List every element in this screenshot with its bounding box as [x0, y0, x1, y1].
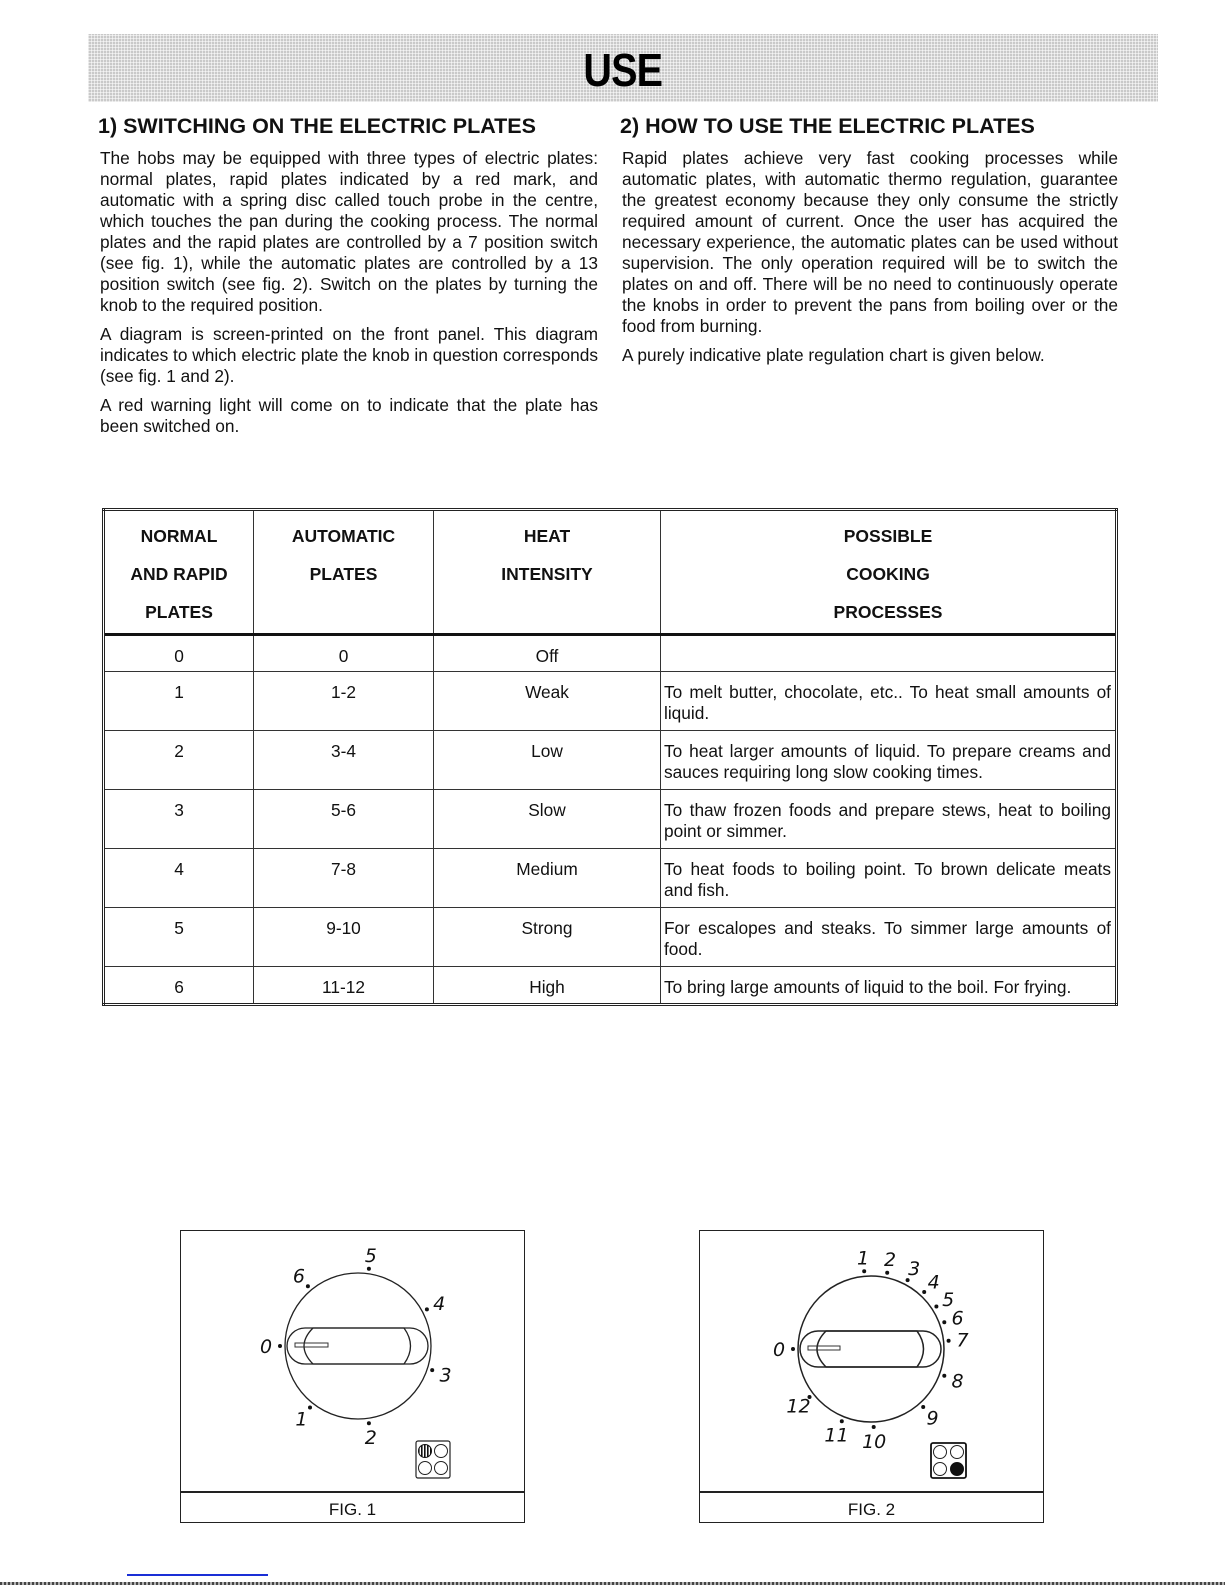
cell-automatic: 5-6 [254, 790, 434, 849]
table-row [104, 635, 1117, 672]
paragraph: The hobs may be equipped with three types of electric plates: normal plates, rapid plates indicated by a red mark, and automatic with a spring disc called touch probe in the centre, which touches the pan during the cooking process. The normal plates and the rapid plates are controlled by a 7 position switch (see fig. 1), while the automatic plates are controlled by a 13 position switch (see fig. 2). Switch on the plates by turning the knob to the required position. [100, 148, 598, 315]
knob-pointer [295, 1343, 328, 1347]
cell-normal: 3 [104, 790, 254, 849]
plate [934, 1446, 947, 1459]
cell-automatic: 11-12 [254, 967, 434, 1005]
knob-handle-inner [304, 1328, 411, 1364]
dial-position-label: 10 [862, 1430, 887, 1453]
knob-dial [285, 1273, 431, 1419]
dial-position-label: 1 [295, 1408, 308, 1431]
header-automatic-plates: AUTOMATIC PLATES [254, 510, 434, 635]
cell-process: To thaw frozen foods and prepare stews, heat to boiling point or simmer. [661, 790, 1117, 849]
switching-on-section [100, 112, 598, 445]
cell-process: To melt butter, chocolate, etc.. To heat small amounts of liquid. [661, 672, 1117, 731]
dial-position-dot [942, 1374, 946, 1378]
dial-position-dot [921, 1405, 925, 1409]
table-row [104, 731, 1117, 790]
dial-position-label: 2 [884, 1249, 897, 1271]
figure-2-thirteen-position-knob [699, 1230, 1044, 1523]
dial-position-label: 0 [772, 1339, 786, 1361]
dial-position-label: 11 [824, 1424, 849, 1447]
cell-heat: Strong [434, 908, 661, 967]
banner-title: USE [583, 44, 663, 96]
dial-position-label: 3 [439, 1364, 452, 1387]
plate-regulation-table [102, 508, 1118, 1006]
dial-position-label: 8 [951, 1370, 964, 1393]
cell-automatic: 7-8 [254, 849, 434, 908]
dial-position-dot [840, 1419, 844, 1423]
cell-normal: 2 [104, 731, 254, 790]
cell-automatic: 3-4 [254, 731, 434, 790]
cell-heat: Off [434, 635, 661, 672]
dial-position-dot [425, 1307, 429, 1311]
cell-automatic: 9-10 [254, 908, 434, 967]
cell-process [661, 635, 1117, 672]
dial-position-label: 12 [786, 1395, 811, 1418]
dial-position-label: 3 [908, 1257, 921, 1280]
section-heading-how-to-use: 2) HOW TO USE THE ELECTRIC PLATES [620, 114, 1035, 138]
plate [435, 1445, 448, 1458]
dial-position-label: 5 [942, 1288, 955, 1311]
cell-process: To heat larger amounts of liquid. To prepare creams and sauces requiring long slow cooking times. [661, 731, 1117, 790]
link-underline [127, 1574, 268, 1576]
header-normal-rapid-plates: NORMAL AND RAPID PLATES [104, 510, 254, 635]
figure-1-seven-position-knob [180, 1230, 525, 1523]
dial-position-label: 6 [292, 1265, 305, 1288]
table-row [104, 908, 1117, 967]
plate [419, 1462, 432, 1475]
plate [934, 1463, 947, 1476]
knob-dial [798, 1276, 944, 1422]
cell-process: For escalopes and steaks. To simmer large amounts of food. [661, 908, 1117, 967]
cell-heat: Low [434, 731, 661, 790]
dial-position-label: 0 [259, 1336, 273, 1358]
dial-position-label: 1 [856, 1247, 870, 1270]
cell-heat: Slow [434, 790, 661, 849]
plate [951, 1446, 964, 1459]
dial-position-dot [947, 1339, 951, 1343]
table-header-row [104, 510, 1117, 635]
table-row [104, 967, 1117, 1005]
table-row [104, 849, 1117, 908]
header-possible-cooking-processes: POSSIBLE COOKING PROCESSES [661, 510, 1117, 635]
paragraph: A purely indicative plate regulation chart is given below. [622, 345, 1045, 365]
cell-automatic: 0 [254, 635, 434, 672]
cell-heat: High [434, 967, 661, 1005]
dial-position-label: 7 [956, 1329, 969, 1352]
table-row [104, 790, 1117, 849]
figure-caption: FIG. 1 [181, 1491, 524, 1522]
paragraph: A red warning light will come on to indicate that the plate has been switched on. [100, 395, 598, 436]
paragraph: Rapid plates achieve very fast cooking processes while automatic plates, with automatic thermo regulation, guarantee the greatest economy because they only consume the strictly required amount of current. Once the user has acquired the necessary experience, the automatic plates can be used without supervision. The only operation required will be to switch the plates on and off. There will be no need to continuously operate the knobs in order to prevent the pans from boiling over or the food from burning. [622, 148, 1118, 336]
cell-process: To heat foods to boiling point. To brown delicate meats and fish. [661, 849, 1117, 908]
dial-position-dot [791, 1347, 795, 1351]
dial-position-dot [872, 1425, 876, 1429]
cell-normal: 1 [104, 672, 254, 731]
plate-active-hatched [419, 1445, 432, 1458]
dial-position-dot [430, 1368, 434, 1372]
cell-normal: 6 [104, 967, 254, 1005]
dial-circle [798, 1276, 944, 1422]
cell-automatic: 1-2 [254, 672, 434, 731]
dial-position-dot [308, 1406, 312, 1410]
dial-position-dot [922, 1290, 926, 1294]
dial-position-dot [278, 1344, 282, 1348]
cell-heat: Medium [434, 849, 661, 908]
dial-position-dot [862, 1269, 866, 1273]
knob-diagram-13-position [700, 1231, 1045, 1493]
knob-handle-inner [817, 1331, 924, 1367]
section-banner [88, 34, 1158, 102]
section-heading-switching-on: 1) SWITCHING ON THE ELECTRIC PLATES [98, 114, 536, 138]
cell-process: To bring large amounts of liquid to the boil. For frying. [661, 967, 1117, 1005]
dial-position-label: 4 [433, 1292, 446, 1315]
figure-caption: FIG. 2 [700, 1491, 1043, 1522]
dial-position-label: 9 [926, 1407, 939, 1430]
dial-position-dot [885, 1271, 889, 1275]
dial-position-label: 5 [364, 1244, 377, 1267]
dial-position-dot [306, 1284, 310, 1288]
dial-position-dot [367, 1267, 371, 1271]
knob-pointer [808, 1346, 840, 1350]
how-to-use-section [622, 112, 1118, 374]
cell-heat: Weak [434, 672, 661, 731]
plate-indicator-icon [931, 1443, 966, 1478]
dial-circle [285, 1273, 431, 1419]
header-heat-intensity: HEAT INTENSITY [434, 510, 661, 635]
dial-position-label: 4 [927, 1271, 940, 1294]
table-row [104, 672, 1117, 731]
cell-normal: 4 [104, 849, 254, 908]
cell-normal: 5 [104, 908, 254, 967]
plate [435, 1462, 448, 1475]
dial-position-label: 2 [364, 1427, 377, 1450]
paragraph: A diagram is screen-printed on the front panel. This diagram indicates to which electric plate the knob in question corresponds (see fig. 1 and 2). [100, 324, 598, 386]
dial-position-dot [942, 1320, 946, 1324]
plate-active-filled [951, 1463, 964, 1476]
cell-normal: 0 [104, 635, 254, 672]
knob-diagram-7-position [181, 1231, 526, 1493]
dial-position-dot [934, 1305, 938, 1309]
plate-indicator-icon [416, 1441, 450, 1478]
dial-position-label: 6 [951, 1307, 964, 1330]
dial-position-dot [367, 1421, 371, 1425]
